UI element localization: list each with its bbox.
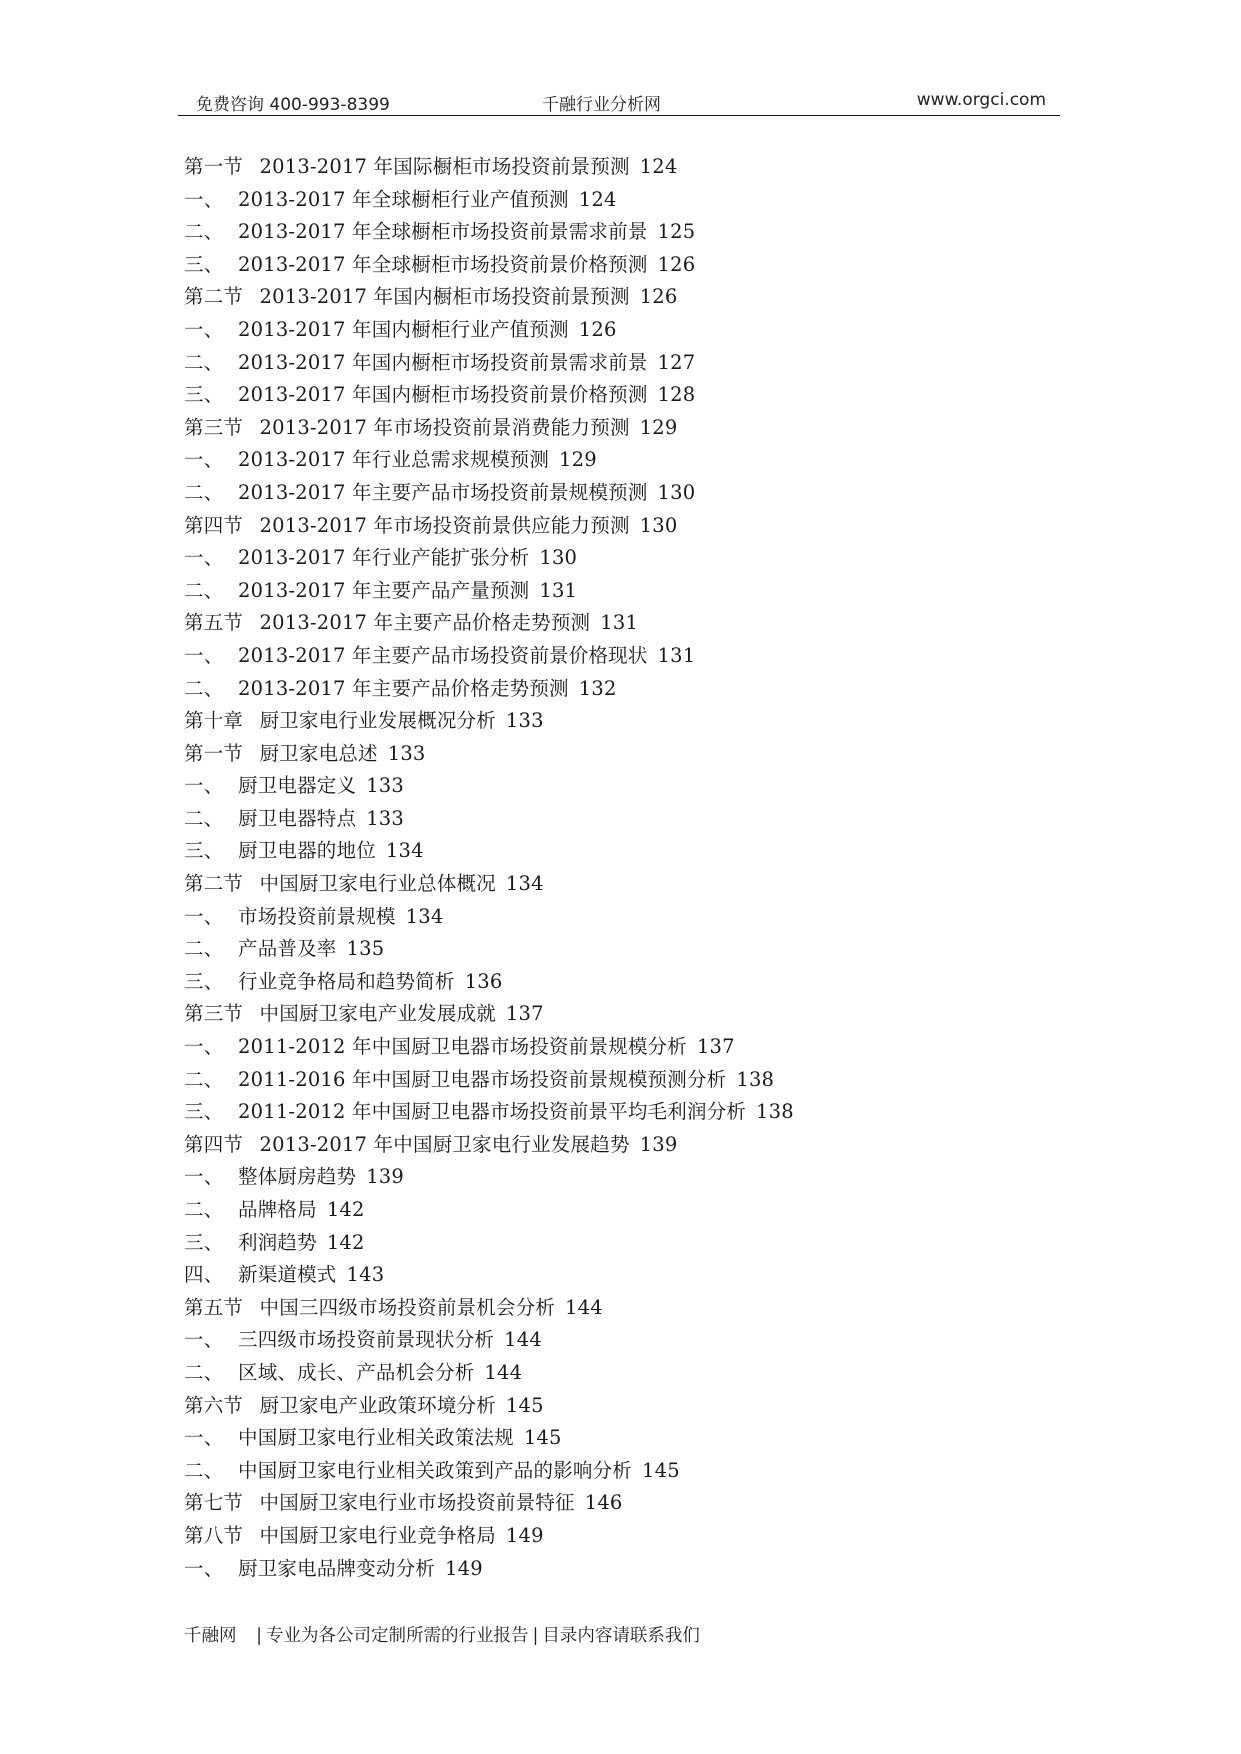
toc-entry-title: 2013-2017 年中国厨卫家电行业发展趋势: [259, 1132, 630, 1156]
toc-entry-number: 一、: [184, 1165, 224, 1189]
toc-entry[interactable]: [184, 1194, 794, 1227]
toc-entry-title: 2011-2012 年中国厨卫电器市场投资前景规模分析: [238, 1035, 687, 1059]
toc-entry-page: 142: [326, 1230, 365, 1254]
toc-entry-number: 三、: [184, 839, 224, 863]
toc-entry-number: 一、: [184, 546, 224, 570]
toc-entry-number: 三、: [184, 252, 224, 276]
toc-entry-number: 一、: [184, 1035, 224, 1059]
toc-entry-title: 中国厨卫家电行业市场投资前景特征: [259, 1491, 575, 1515]
toc-entry-page: 131: [600, 611, 639, 635]
toc-entry-number: 第十章: [184, 709, 244, 733]
header-url[interactable]: www.orgci.com: [916, 90, 1046, 110]
toc-entry-title: 厨卫家电总述: [259, 741, 378, 765]
toc-entry-page: 144: [484, 1360, 523, 1384]
toc-entry[interactable]: [184, 151, 794, 184]
footer-slogan: 专业为各公司定制所需的行业报告: [265, 1626, 529, 1646]
toc-entry[interactable]: [184, 1259, 794, 1292]
toc-entry-title: 2013-2017 年全球橱柜市场投资前景需求前景: [238, 220, 648, 244]
toc-entry[interactable]: [184, 738, 794, 771]
toc-entry-title: 2013-2017 年国内橱柜市场投资前景预测: [259, 285, 630, 309]
toc-entry-page: 134: [405, 904, 444, 928]
toc-entry[interactable]: [184, 1064, 794, 1097]
toc-entry-title: 利润趋势: [238, 1230, 317, 1254]
toc-entry-page: 126: [578, 317, 617, 341]
toc-entry[interactable]: [184, 1324, 794, 1357]
toc-entry[interactable]: [184, 640, 794, 673]
toc-entry-number: 三、: [184, 1230, 224, 1254]
toc-entry-page: 130: [639, 513, 678, 537]
toc-entry[interactable]: [184, 933, 794, 966]
toc-entry-number: 第六节: [184, 1393, 244, 1417]
toc-entry-number: 三、: [184, 1100, 224, 1124]
header-phone: 免费咨询 400-993-8399: [196, 95, 390, 115]
toc-entry-page: 145: [523, 1426, 562, 1450]
toc-entry-number: 一、: [184, 643, 224, 667]
toc-entry-number: 第一节: [184, 155, 244, 178]
toc-entry-page: 144: [565, 1295, 603, 1319]
toc-entry-page: 124: [578, 187, 617, 211]
toc-entry-page: 132: [578, 676, 617, 700]
toc-entry-number: 一、: [184, 187, 224, 211]
toc-entry-title: 三四级市场投资前景现状分析: [238, 1328, 495, 1352]
toc-entry-title: 2013-2017 年行业总需求规模预测: [238, 448, 550, 472]
toc-entry-page: 125: [657, 220, 696, 244]
toc-entry-page: 131: [657, 643, 696, 667]
toc-entry[interactable]: [184, 770, 794, 803]
toc-entry-page: 130: [657, 480, 696, 504]
toc-entry-number: 一、: [184, 1556, 224, 1580]
toc-entry-title: 产品普及率: [238, 937, 337, 961]
toc-entry[interactable]: [184, 347, 794, 380]
toc-entry[interactable]: [184, 1031, 794, 1064]
toc-entry-title: 2013-2017 年国内橱柜市场投资前景需求前景: [238, 350, 648, 374]
toc-entry-page: 143: [346, 1263, 385, 1287]
toc-entry-title: 2013-2017 年主要产品价格走势预测: [259, 611, 591, 635]
toc-entry-number: 第四节: [184, 1132, 244, 1156]
toc-entry-page: 139: [366, 1165, 405, 1189]
toc-entry[interactable]: [184, 1553, 794, 1586]
toc-entry-page: 131: [539, 578, 578, 602]
toc-entry-page: 130: [539, 546, 578, 570]
toc-entry-title: 2013-2017 年全球橱柜市场投资前景价格预测: [238, 252, 648, 276]
toc-entry-page: 128: [657, 383, 696, 407]
toc-entry[interactable]: [184, 510, 794, 543]
toc-entry-page: 138: [736, 1067, 775, 1091]
toc-entry-number: 二、: [184, 350, 224, 374]
toc-entry-page: 124: [639, 155, 678, 178]
toc-entry-number: 二、: [184, 480, 224, 504]
toc-entry-page: 149: [505, 1523, 544, 1547]
toc-entry[interactable]: [184, 216, 794, 249]
toc-entry[interactable]: [184, 998, 794, 1031]
toc-entry-number: 第三节: [184, 415, 244, 439]
toc-entry-number: 二、: [184, 676, 224, 700]
toc-entry-number: 第八节: [184, 1523, 244, 1547]
toc-entry-title: 中国厨卫家电行业竞争格局: [259, 1523, 496, 1547]
toc-entry-page: 126: [639, 285, 678, 309]
toc-entry[interactable]: [184, 1487, 794, 1520]
toc-entry-number: 第七节: [184, 1491, 244, 1515]
footer-brand: 千融网: [184, 1626, 237, 1646]
toc-entry-page: 146: [584, 1491, 623, 1515]
toc-entry[interactable]: [184, 1520, 794, 1553]
toc-entry[interactable]: [184, 673, 794, 706]
toc-entry-page: 127: [657, 350, 696, 374]
toc-entry-title: 2013-2017 年主要产品市场投资前景规模预测: [238, 480, 648, 504]
toc-entry-number: 一、: [184, 1426, 224, 1450]
toc-entry-number: 一、: [184, 317, 224, 341]
toc-entry-title: 市场投资前景规模: [238, 904, 396, 928]
toc-entry-page: 133: [366, 806, 405, 830]
toc-entry-page: 142: [326, 1198, 365, 1221]
toc-entry-number: 二、: [184, 1458, 224, 1482]
toc-entry-number: 三、: [184, 969, 224, 993]
toc-entry[interactable]: [184, 607, 794, 640]
page-footer: [184, 1622, 700, 1647]
toc-entry-number: 第三节: [184, 1002, 244, 1026]
toc-entry-number: 四、: [184, 1263, 224, 1287]
toc-entry-title: 中国厨卫家电行业相关政策到产品的影响分析: [238, 1458, 633, 1482]
toc-entry-page: 144: [504, 1328, 542, 1352]
toc-entry-title: 厨卫电器定义: [238, 774, 357, 798]
toc-entry-title: 厨卫家电品牌变动分析: [238, 1556, 436, 1580]
toc-entry-page: 134: [505, 872, 544, 896]
toc-entry-title: 2013-2017 年市场投资前景消费能力预测: [259, 415, 630, 439]
toc-entry-page: 129: [559, 448, 597, 472]
toc-entry-title: 2013-2017 年国内橱柜行业产值预测: [238, 317, 569, 341]
footer-note: 目录内容请联系我们: [542, 1626, 700, 1646]
toc-entry-title: 厨卫电器特点: [238, 806, 357, 830]
toc-entry-page: 129: [639, 415, 678, 439]
toc-entry-number: 一、: [184, 448, 224, 472]
toc-entry-page: 134: [385, 839, 424, 863]
toc-entry[interactable]: [184, 575, 794, 608]
toc-entry-title: 2013-2017 年国际橱柜市场投资前景预测: [259, 155, 630, 178]
toc-entry-page: 145: [505, 1393, 544, 1417]
toc-entry-number: 二、: [184, 806, 224, 830]
toc-entry[interactable]: [184, 868, 794, 901]
toc-entry[interactable]: [184, 835, 794, 868]
toc-entry-title: 中国厨卫家电产业发展成就: [259, 1002, 496, 1026]
footer-separator: |: [532, 1626, 539, 1646]
toc-entry-title: 2013-2017 年主要产品产量预测: [238, 578, 530, 602]
toc-entry[interactable]: [184, 1096, 794, 1129]
toc-entry-page: 133: [366, 774, 405, 798]
toc-entry-page: 137: [696, 1035, 735, 1059]
footer-separator: |: [256, 1626, 262, 1646]
table-of-contents: [184, 151, 794, 1585]
toc-entry[interactable]: [184, 379, 794, 412]
toc-entry-number: 一、: [184, 904, 224, 928]
toc-entry[interactable]: [184, 966, 794, 999]
toc-entry[interactable]: [184, 314, 794, 347]
toc-entry-number: 二、: [184, 937, 224, 961]
toc-entry-page: 133: [387, 741, 426, 765]
toc-entry-page: 126: [657, 252, 696, 276]
toc-entry-title: 区域、成长、产品机会分析: [238, 1360, 475, 1384]
toc-entry-title: 厨卫家电产业政策环境分析: [259, 1393, 496, 1417]
toc-entry-title: 中国厨卫家电行业总体概况: [259, 872, 496, 896]
toc-entry-page: 135: [346, 937, 385, 961]
toc-entry-page: 139: [639, 1132, 678, 1156]
toc-entry-title: 2013-2017 年行业产能扩张分析: [238, 546, 530, 570]
toc-entry-title: 2013-2017 年主要产品价格走势预测: [238, 676, 569, 700]
toc-entry-title: 厨卫家电行业发展概况分析: [259, 709, 496, 733]
toc-entry-title: 中国厨卫家电行业相关政策法规: [238, 1426, 514, 1450]
toc-entry-title: 2013-2017 年市场投资前景供应能力预测: [259, 513, 630, 537]
toc-entry-number: 第五节: [184, 1295, 244, 1319]
toc-entry-number: 三、: [184, 383, 224, 407]
toc-entry[interactable]: [184, 1161, 794, 1194]
toc-entry[interactable]: [184, 1129, 794, 1162]
toc-entry-title: 2011-2016 年中国厨卫电器市场投资前景规模预测分析: [238, 1067, 727, 1091]
toc-entry[interactable]: [184, 1455, 794, 1488]
toc-entry[interactable]: [184, 1227, 794, 1260]
toc-entry[interactable]: [184, 1292, 794, 1325]
toc-entry-title: 2013-2017 年全球橱柜行业产值预测: [238, 187, 569, 211]
header-divider: [178, 115, 1060, 116]
header-site-name: 千融行业分析网: [542, 95, 661, 115]
toc-entry-number: 二、: [184, 1360, 224, 1384]
toc-entry[interactable]: [184, 705, 794, 738]
toc-entry-number: 二、: [184, 1198, 224, 1221]
toc-entry[interactable]: [184, 444, 794, 477]
toc-entry-page: 136: [464, 969, 503, 993]
toc-entry-number: 一、: [184, 774, 224, 798]
toc-entry-page: 137: [505, 1002, 544, 1026]
toc-entry[interactable]: [184, 477, 794, 510]
toc-entry[interactable]: [184, 1357, 794, 1390]
toc-entry[interactable]: [184, 249, 794, 282]
toc-entry-number: 第二节: [184, 285, 244, 309]
toc-entry[interactable]: [184, 412, 794, 445]
toc-entry-number: 二、: [184, 220, 224, 244]
toc-entry-number: 第一节: [184, 741, 244, 765]
toc-entry-page: 133: [505, 709, 544, 733]
toc-entry-title: 品牌格局: [238, 1198, 317, 1221]
toc-entry-page: 149: [445, 1556, 483, 1580]
toc-entry-title: 行业竞争格局和趋势简析: [238, 969, 455, 993]
toc-entry-title: 2013-2017 年国内橱柜市场投资前景价格预测: [238, 383, 648, 407]
toc-entry-number: 二、: [184, 1067, 224, 1091]
toc-entry[interactable]: [184, 1390, 794, 1423]
toc-entry-title: 2013-2017 年主要产品市场投资前景价格现状: [238, 643, 648, 667]
toc-entry[interactable]: [184, 542, 794, 575]
toc-entry-number: 第五节: [184, 611, 244, 635]
toc-entry-title: 整体厨房趋势: [238, 1165, 357, 1189]
toc-entry-number: 第二节: [184, 872, 244, 896]
toc-entry[interactable]: [184, 184, 794, 217]
page-header: [178, 86, 1060, 116]
toc-entry-title: 厨卫电器的地位: [238, 839, 376, 863]
toc-entry-title: 2011-2012 年中国厨卫电器市场投资前景平均毛利润分析: [238, 1100, 747, 1124]
toc-entry[interactable]: [184, 803, 794, 836]
toc-entry-title: 中国三四级市场投资前景机会分析: [259, 1295, 556, 1319]
toc-entry-page: 138: [756, 1100, 794, 1124]
toc-entry[interactable]: [184, 1422, 794, 1455]
toc-entry-number: 一、: [184, 1328, 224, 1352]
toc-entry[interactable]: [184, 281, 794, 314]
toc-entry[interactable]: [184, 901, 794, 934]
toc-entry-page: 145: [642, 1458, 680, 1482]
toc-entry-title: 新渠道模式: [238, 1263, 337, 1287]
toc-entry-number: 第四节: [184, 513, 244, 537]
toc-entry-number: 二、: [184, 578, 224, 602]
